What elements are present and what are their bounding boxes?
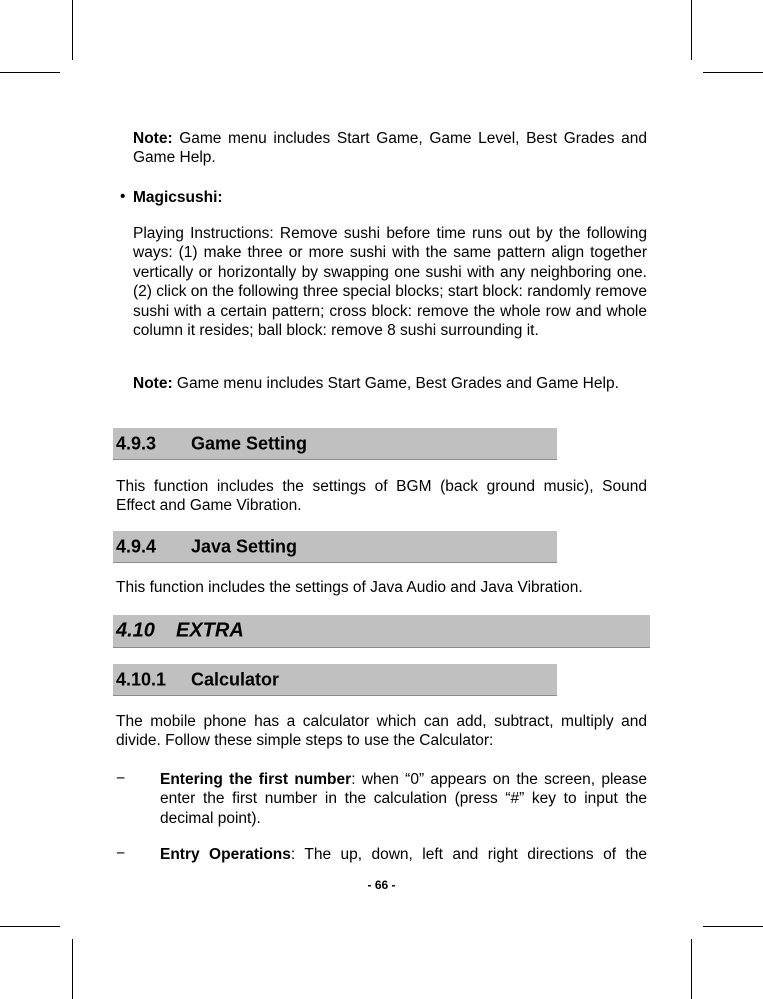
section-number: 4.10 — [116, 619, 155, 642]
magicsushi-heading — [133, 188, 433, 207]
note-text: Game menu includes Start Game, Best Grades and Game Help. — [172, 375, 619, 392]
crop-mark — [0, 926, 60, 927]
section-number: 4.10.1 — [116, 669, 167, 689]
playing-instructions: Playing Instructions: Remove sushi before time runs out by the following ways: (1) make three or more sushi with the same pattern align together vertically or horizontally by swapping one sushi with any neighboring one. (2) click on the following three special blocks; start block: randomly remove sushi with a certain pattern; cross block: remove the whole row and whole column it resides; ball block: remove 8 sushi surrounding it. — [133, 225, 647, 340]
bullet: • — [120, 188, 126, 205]
crop-mark — [691, 0, 692, 60]
section-number: 4.9.4 — [116, 536, 157, 556]
note-text: Game menu includes Start Game, Game Level, Best Grades and Game Help. — [133, 130, 647, 167]
note-label: Note: — [133, 130, 173, 147]
section-title: Java Setting — [191, 536, 298, 556]
section-title: Calculator — [191, 669, 280, 689]
game-setting-body: This function includes the settings of BGM (back ground music), Sound Effect and Game Vibration. — [116, 478, 647, 515]
calculator-body: The mobile phone has a calculator which can add, subtract, multiply and divide. Follow these simple steps to use the Calculator: — [116, 713, 647, 750]
section-header-extra — [113, 615, 650, 648]
crop-mark — [703, 72, 763, 73]
step-text: : when “0” appears on the screen, please enter the first number in the calculation (press “#” key to input the decimal point). — [160, 771, 647, 827]
step-label: Entry Operations — [160, 846, 291, 863]
page-number: - 66 - — [367, 878, 396, 892]
step-entry-operations — [160, 845, 647, 864]
crop-mark — [703, 926, 763, 927]
crop-mark — [691, 939, 692, 999]
crop-mark — [72, 0, 73, 60]
step-text: : The up, down, left and right directions of the — [290, 846, 648, 863]
section-header-calculator — [113, 664, 557, 696]
section-title: Game Setting — [191, 433, 308, 453]
section-header-java-setting — [113, 531, 557, 563]
magicsushi-note — [133, 374, 647, 393]
section-header-game-setting — [113, 428, 557, 460]
crop-mark — [72, 939, 73, 999]
note-label: Note: — [133, 375, 173, 392]
magicsushi-heading-text: Magicsushi: — [133, 189, 223, 206]
dash-bullet: − — [116, 845, 126, 862]
section-number: 4.9.3 — [116, 433, 157, 453]
step-entering-first-number — [160, 770, 647, 828]
dash-bullet: − — [116, 770, 126, 787]
step-label: Entering the first number — [160, 771, 352, 788]
note-paragraph — [133, 129, 647, 168]
java-setting-body: This function includes the settings of Java Audio and Java Vibration. — [116, 579, 583, 596]
section-title: EXTRA — [176, 619, 244, 642]
crop-mark — [0, 72, 60, 73]
